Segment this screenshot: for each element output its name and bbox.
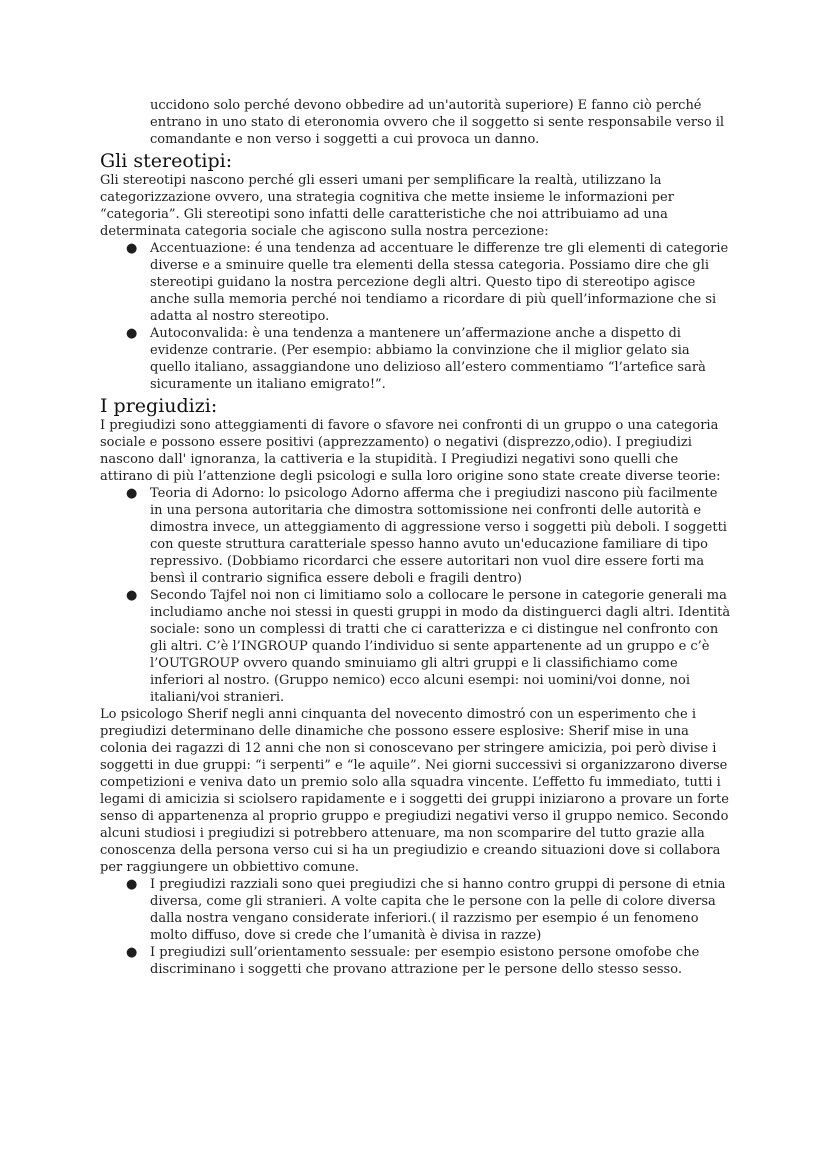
list-item-text: Secondo Tajfel noi non ci limitiamo solo a collocare le persone in categorie generali ma includiamo anche noi stessi in questi gruppi in modo da distinguerci dagli altri. Identità sociale: sono un complessi di tratti che ci caratterizza e ci distingue nel confronto con gli altri. C’è l’INGROUP quando l’individuo si sente appartenente ad un gruppo e c’è l’OUTGROUP ovvero quando sminuiamo gli altri gruppi e li classifichiamo come inferiori al nostro. (Gruppo nemico) ecco alcuni esempi: noi uomini/voi donne, noi italiani/voi stranieri. — [150, 588, 731, 705]
list-item — [100, 587, 732, 706]
list-item-text: I pregiudizi sull’orientamento sessuale: per esempio esistono persone omofobe che discriminano i soggetti che provano attrazione per le persone dello stesso sesso. — [150, 945, 700, 977]
list-item — [100, 240, 732, 325]
list-item-text: Teoria di Adorno: lo psicologo Adorno afferma che i pregiudizi nascono più facilmente in una persona autoritaria che dimostra sottomissione nei confronti delle autorità e dimostra invece, un atteggiamento di aggressione verso i soggetti più deboli. I soggetti con queste struttura caratteriale spesso hanno avuto un'educazione familiare di tipo repressivo. (Dobbiamo ricordarci che essere autoritari non vuol dire essere forti ma bensì il contrario significa essere deboli e fragili dentro) — [150, 486, 727, 586]
bullet-icon: ● — [126, 588, 138, 603]
list-item-text: I pregiudizi razziali sono quei pregiudizi che si hanno contro gruppi di persone di etnia diversa, come gli stranieri. A volte capita che le persone con la pelle di colore diversa dalla nostra vengano considerate inferiori.( il razzismo per esempio é un fenomeno molto diffuso, dove si crede che l’umanità è divisa in razze) — [150, 877, 726, 943]
list-item — [100, 485, 732, 587]
bullet-icon: ● — [126, 945, 138, 960]
bullet-icon: ● — [126, 877, 138, 892]
bullet-icon: ● — [126, 241, 138, 256]
list-item — [100, 944, 732, 978]
list-item — [100, 325, 732, 393]
heading-pregiudizi: I pregiudizi: — [100, 395, 218, 417]
stereotipi-intro: Gli stereotipi nascono perché gli esseri umani per semplificare la realtà, utilizzano la categorizzazione ovvero, una strategia cognitiva che mette insieme le informazioni per “categoria”. Gli stereotipi sono infatti delle caratteristiche che noi attribuiamo ad una determinata categoria sociale che agiscono sulla nostra percezione: — [100, 173, 674, 239]
continuation-paragraph: uccidono solo perché devono obbedire ad un'autorità superiore) E fanno ciò perché entrano in uno stato di eteronomia ovvero che il soggetto si sente responsabile verso il comandante e non verso i soggetti a cui provoca un danno. — [150, 98, 725, 147]
document-body — [100, 97, 732, 978]
list-item-text: Accentuazione: é una tendenza ad accentuare le differenze tre gli elementi di categorie diverse e a sminuire quelle tra elementi della stessa categoria. Possiamo dire che gli stereotipi guidano la nostra percezione degli altri. Questo tipo di stereotipo agisce anche sulla memoria perché noi tendiamo a ricordare di più quell’informazione che si adatta al nostro stereotipo. — [150, 241, 729, 324]
bullet-icon: ● — [126, 486, 138, 501]
pregiudizi-types-list — [100, 876, 732, 978]
list-item — [100, 876, 732, 944]
sherif-paragraph: Lo psicologo Sherif negli anni cinquanta del novecento dimostró con un esperimento che i pregiudizi determinano delle dinamiche che possono essere esplosive: Sherif mise in una colonia dei ragazzi di 12 anni che non si conoscevano per stringere amicizia, poi però divise i soggetti in due gruppi: “i serpenti” e “le aquile”. Nei giorni successivi si organizzarono diverse competizioni e veniva dato un premio solo alla squadra vincente. L’effetto fu immediato, tutti i legami di amicizia si sciolsero rapidamente e i soggetti dei gruppi iniziarono a provare un forte senso di appartenenza al proprio gruppo e pregiudizi negativi verso il gruppo nemico. Secondo alcuni studiosi i pregiudizi si potrebbero attenuare, ma non scomparire del tutto grazie alla conoscenza della persona verso cui si ha un pregiudizio e creando situazioni dove si collabora per raggiungere un obbiettivo comune. — [100, 707, 729, 875]
pregiudizi-intro: I pregiudizi sono atteggiamenti di favore o sfavore nei confronti di un gruppo o una categoria sociale e possono essere positivi (apprezzamento) o negativi (disprezzo,odio). I pregiudizi nascono dall' ignoranza, la cattiveria e la stupidità. I Pregiudizi negativi sono quelli che attirano di più l’attenzione degli psicologi e sulla loro origine sono state create diverse teorie: — [100, 418, 721, 484]
heading-stereotipi: Gli stereotipi: — [100, 150, 233, 172]
bullet-icon: ● — [126, 326, 138, 341]
stereotipi-list — [100, 240, 732, 393]
list-item-text: Autoconvalida: è una tendenza a mantenere un’affermazione anche a dispetto di evidenze contrarie. (Per esempio: abbiamo la convinzione che il miglior gelato sia quello italiano, assaggiandone uno delizioso all’estero commentiamo “l’artefice sarà sicuramente un italiano emigrato!”. — [150, 326, 706, 392]
pregiudizi-theories-list — [100, 485, 732, 706]
